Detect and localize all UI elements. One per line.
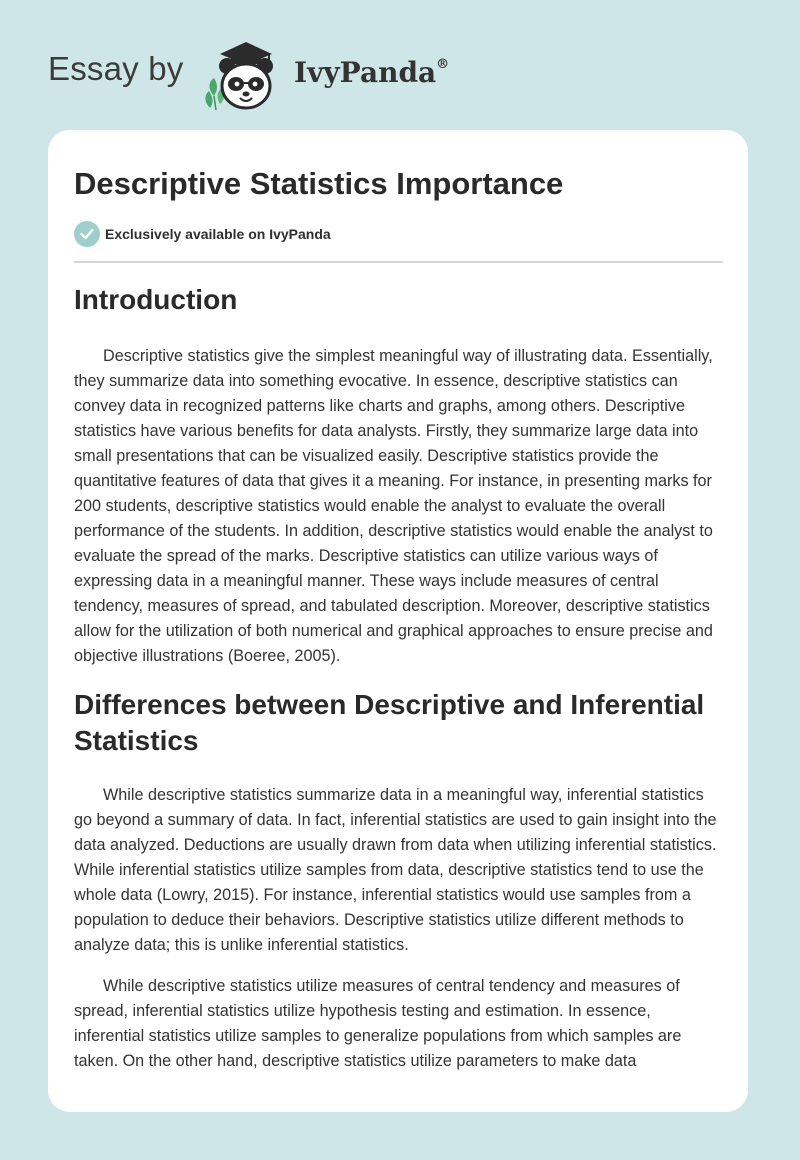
- exclusive-badge: [74, 221, 331, 247]
- section-heading-introduction: Introduction: [74, 284, 238, 315]
- brand-name[interactable]: [294, 56, 449, 89]
- paragraph: Descriptive statistics give the simplest meaningful way of illustrating data. Essentially, they summarize data into something evocative. In essence, descriptive statistics can convey data in recognized patterns like charts and graphs, among others. Descriptive statistics have various benefits for data analysts. Firstly, they summarize large data into small presentations that can be visualized easily. Descriptive statistics provide the quantitative features of data that gives it a meaning. For instance, in presenting marks for 200 students, descriptive statistics would enable the analyst to evaluate the overall performance of the students. In addition, descriptive statistics would enable the analyst to evaluate the spread of the marks. Descriptive statistics can utilize various ways of expressing data in a meaningful manner. These ways include measures of central tendency, measures of spread, and tabulated description. Moreover, descriptive statistics allow for the utilization of both numerical and graphical approaches to ensure precise and objective illustrations (Boeree, 2005).: [74, 347, 713, 665]
- essay-by-label: Essay by: [48, 50, 184, 87]
- check-icon: [74, 221, 100, 247]
- essay-title: Descriptive Statistics Importance: [74, 166, 564, 201]
- paragraph: While descriptive statistics summarize data in a meaningful way, inferential statistics go beyond a summary of data. In fact, inferential statistics are used to gain insight into the data analyzed. Deductions are usually drawn from data when utilizing inferential statistics. While inferential statistics utilize samples from data, descriptive statistics tend to use the whole data (Lowry, 2015). For instance, inferential statistics would use samples from a population to deduce their behaviors. Descriptive statistics utilize different methods to analyze data; this is unlike inferential statistics.: [74, 786, 717, 954]
- essay-body: [74, 282, 725, 1074]
- badge-label: Exclusively available on IvyPanda: [105, 226, 331, 242]
- registered-mark: ®: [436, 56, 450, 72]
- brand-text: IvyPanda: [294, 56, 437, 89]
- essay-card: [48, 130, 748, 1112]
- paragraph: While descriptive statistics utilize measures of central tendency and measures of spread, inferential statistics utilize hypothesis testing and estimation. In essence, inferential statistics utilize samples to generalize populations from which samples are taken. On the other hand, descriptive statistics utilize parameters to make data: [74, 977, 682, 1070]
- divider: [74, 261, 723, 263]
- panda-logo-icon[interactable]: [200, 34, 292, 112]
- section-heading-differences: Differences between Descriptive and Inferential Statistics: [74, 689, 705, 756]
- site-header: [0, 0, 800, 130]
